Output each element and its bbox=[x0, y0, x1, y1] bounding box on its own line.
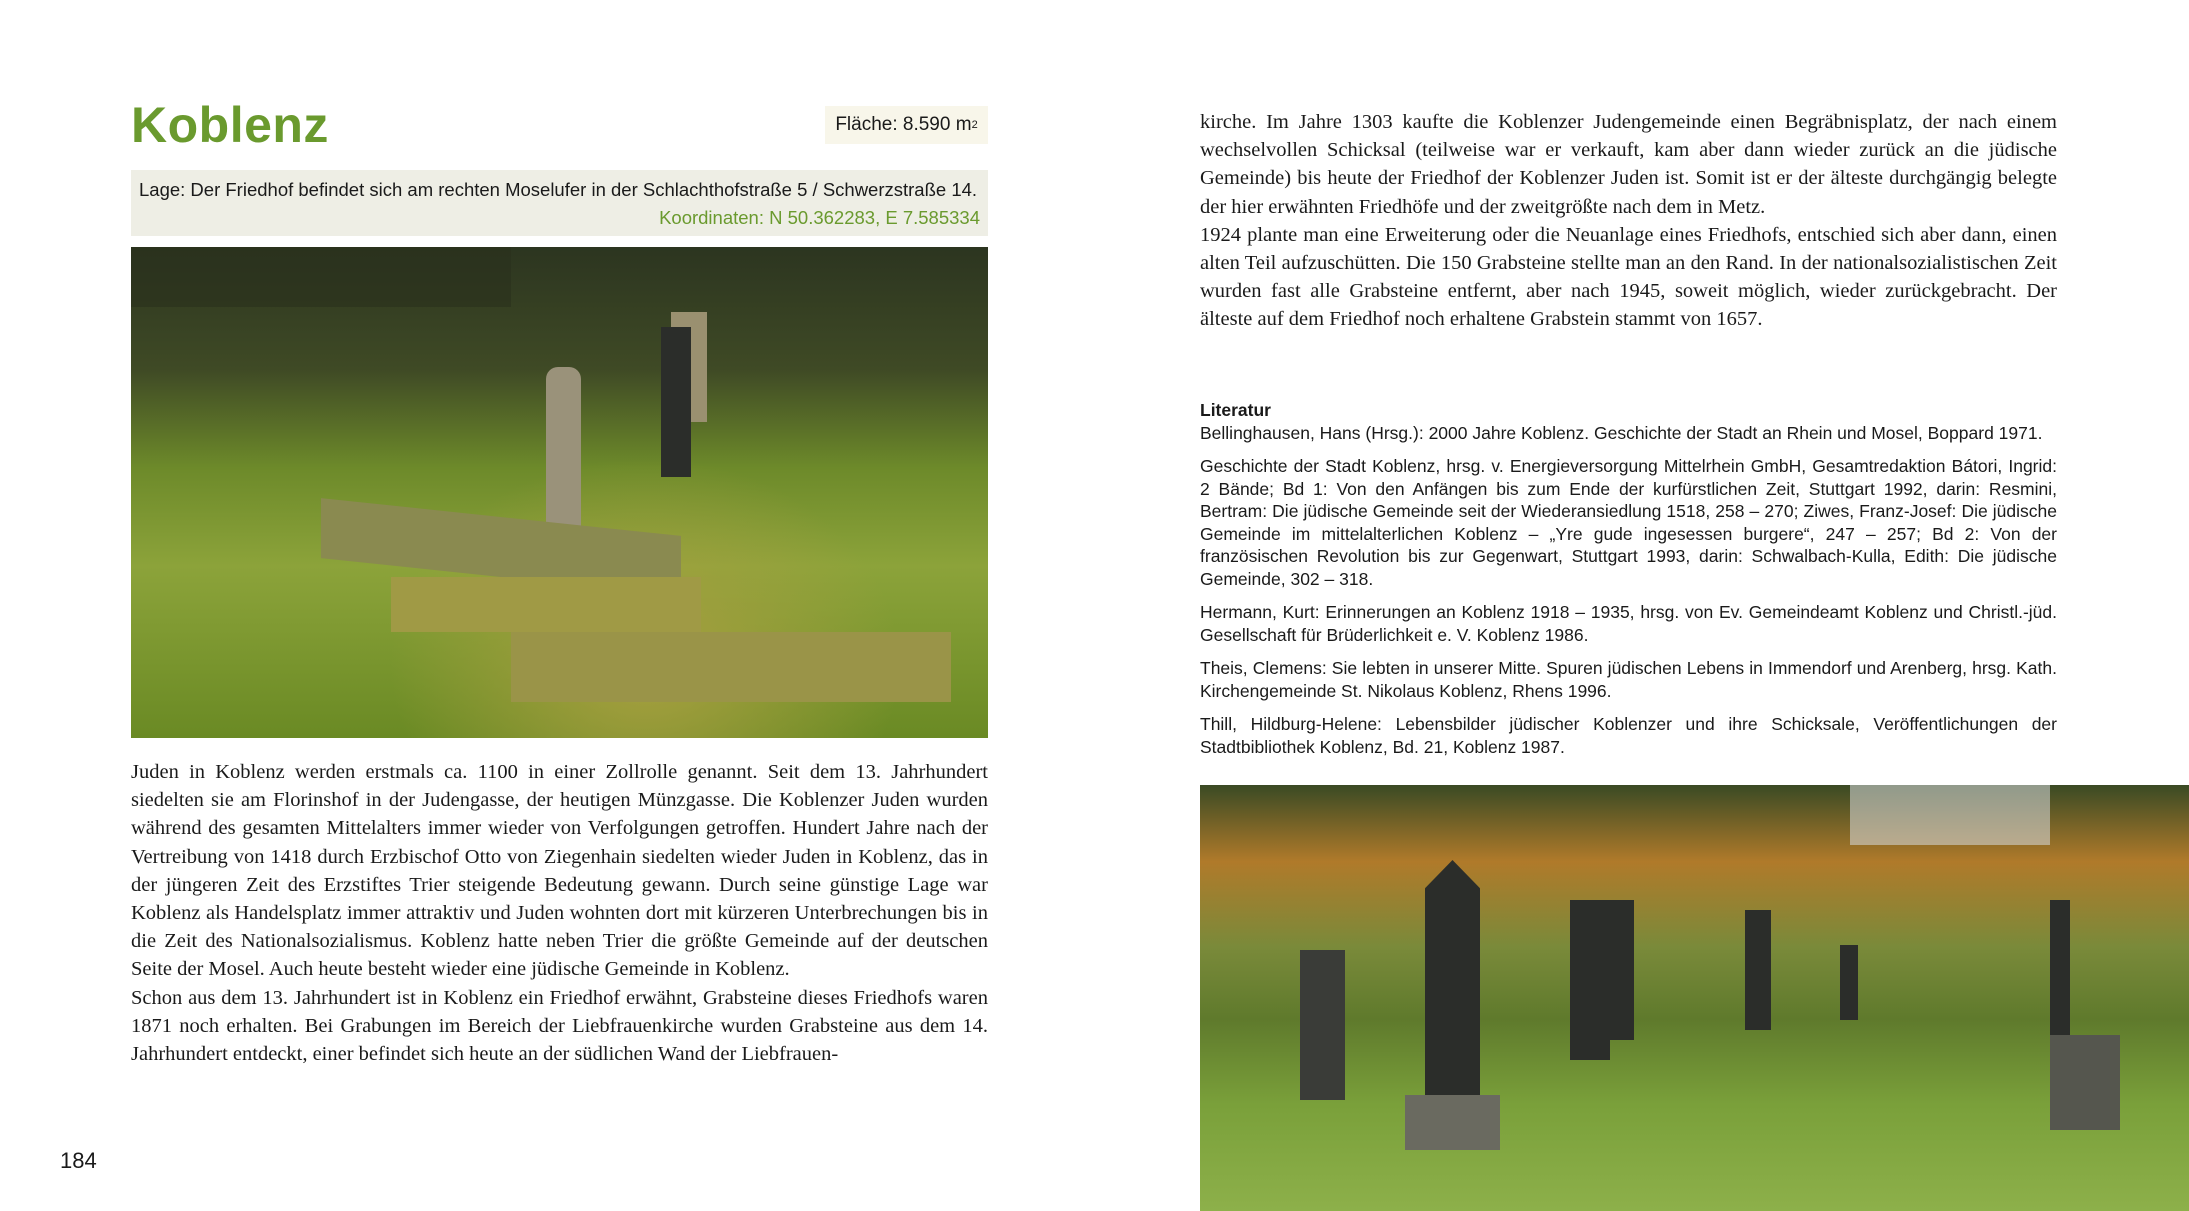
paragraph: 1924 plante man eine Erweiterung oder die Neuanlage eines Friedhofs, entschied sich aber dann, einen alten Teil aufzuschütten. Die 150 Grabsteine stellte man an den Rand. In der nationalsozialistischen Zeit wurden fast alle Grabsteine entfernt, aber nach 1945, soweit möglich, wieder zurückgebracht. Der älteste auf dem Friedhof noch erhaltene Grabstein stammt von 1657. bbox=[1200, 223, 2057, 331]
page-title: Koblenz bbox=[131, 97, 329, 153]
literature-heading: Literatur bbox=[1200, 400, 1271, 420]
body-text-right bbox=[1200, 108, 2057, 334]
area-badge bbox=[825, 106, 988, 144]
literature-entry: Theis, Clemens: Sie lebten in unserer Mitte. Spuren jüdischen Lebens in Immendorf und Arenberg, hrsg. Kath. Kirchengemeinde St. Nikolaus Koblenz, Rhens 1996. bbox=[1200, 658, 2057, 701]
literature-entry: Thill, Hildburg-Helene: Lebensbilder jüdischer Koblenzer und ihre Schicksale, Veröffentlichungen der Stadtbibliothek Koblenz, Bd. 21, Koblenz 1987. bbox=[1200, 714, 2057, 757]
literature-entry: Hermann, Kurt: Erinnerungen an Koblenz 1918 – 1935, hrsg. von Ev. Gemeindeamt Koblenz und Christl.-jüd. Gesellschaft für Brüderlichkeit e. V. Koblenz 1986. bbox=[1200, 602, 2057, 645]
area-unit-superscript: 2 bbox=[971, 119, 978, 131]
paragraph: kirche. Im Jahre 1303 kaufte die Koblenzer Judengemeinde einen Begräbnisplatz, der nach einem wechselvollen Schicksal (teilweise war er verkauft, kam aber dann wieder zurück an die jüdische Gemeinde) bis heute der Friedhof der Koblenzer Juden ist. Somit ist er der älteste durchgängig belegte der hier erwähnten Friedhöfe und der zweitgrößte nach dem in Metz. bbox=[1200, 111, 2057, 218]
paragraph: Schon aus dem 13. Jahrhundert ist in Koblenz ein Friedhof erwähnt, Grabsteine dieses Friedhofs waren 1871 noch erhalten. Bei Grabungen im Bereich der Liebfrauenkirche wurden Grabsteine aus dem 14. Jahrhundert entdeckt, einer befindet sich heute an der südlichen Wand der Liebfrauen- bbox=[131, 986, 988, 1066]
cemetery-photo-mossy-graves bbox=[131, 247, 988, 738]
body-text-left bbox=[131, 758, 988, 1068]
paragraph: Juden in Koblenz werden erstmals ca. 1100 in einer Zollrolle genannt. Seit dem 13. Jahrhundert siedelten sie am Florinshof in der Judengasse, der heutigen Münzgasse. Die Koblenzer Juden wurden während des gesamten Mittelalters immer wieder von Verfolgungen getroffen. Hundert Jahre nach der Vertreibung von 1418 durch Erzbischof Otto von Ziegenhain siedelten wieder Juden in Koblenz, das in der jüngeren Zeit des Erzstiftes Trier steigende Bedeutung gewann. Durch seine günstige Lage war Koblenz als Handelsplatz immer attraktiv und Juden wohnten dort mit kürzeren Unterbrechungen bis in die Zeit des Nationalsozialismus. Koblenz hatte neben Trier die größte Gemeinde auf der deutschen Seite der Mosel. Auch heute besteht wieder eine jüdische Gemeinde in Koblenz. bbox=[131, 761, 988, 981]
literature-entry: Geschichte der Stadt Koblenz, hrsg. v. Energieversorgung Mittelrhein GmbH, Gesamtredaktion Bátori, Ingrid: 2 Bände; Bd 1: Von den Anfängen bis zum Ende der kurfürstlichen Zeit, Stuttgart 1992, darin: Resmini, Bertram: Die jüdische Gemeinde seit der Wiederansiedlung 1518, 258 – 270; Ziwes, Franz-Josef: Die jüdische Gemeinde im mittelalterlichen Koblenz – „Yre gude ingesessen burgere“, 247 – 257; Bd 2: Von der französischen Revolution bis zur Gegenwart, Stuttgart 1993, darin: Schwalbach-Kulla, Edith: Die jüdische Gemeinde, 302 – 318. bbox=[1200, 456, 2057, 589]
literature-entry: Bellinghausen, Hans (Hrsg.): 2000 Jahre Koblenz. Geschichte der Stadt an Rhein und Mosel, Boppard 1971. bbox=[1200, 422, 2043, 443]
location-box bbox=[131, 170, 988, 236]
literature-section bbox=[1200, 399, 2057, 769]
cemetery-photo-gravestone-rows bbox=[1200, 785, 2189, 1211]
location-text: Lage: Der Friedhof befindet sich am rechten Moselufer in der Schlachthofstraße 5 / Schwerzstraße 14. bbox=[139, 179, 978, 200]
coordinates-text: Koordinaten: N 50.362283, E 7.585334 bbox=[659, 207, 980, 228]
page-number: 184 bbox=[60, 1148, 97, 1173]
area-text: Fläche: 8.590 m bbox=[835, 114, 972, 135]
